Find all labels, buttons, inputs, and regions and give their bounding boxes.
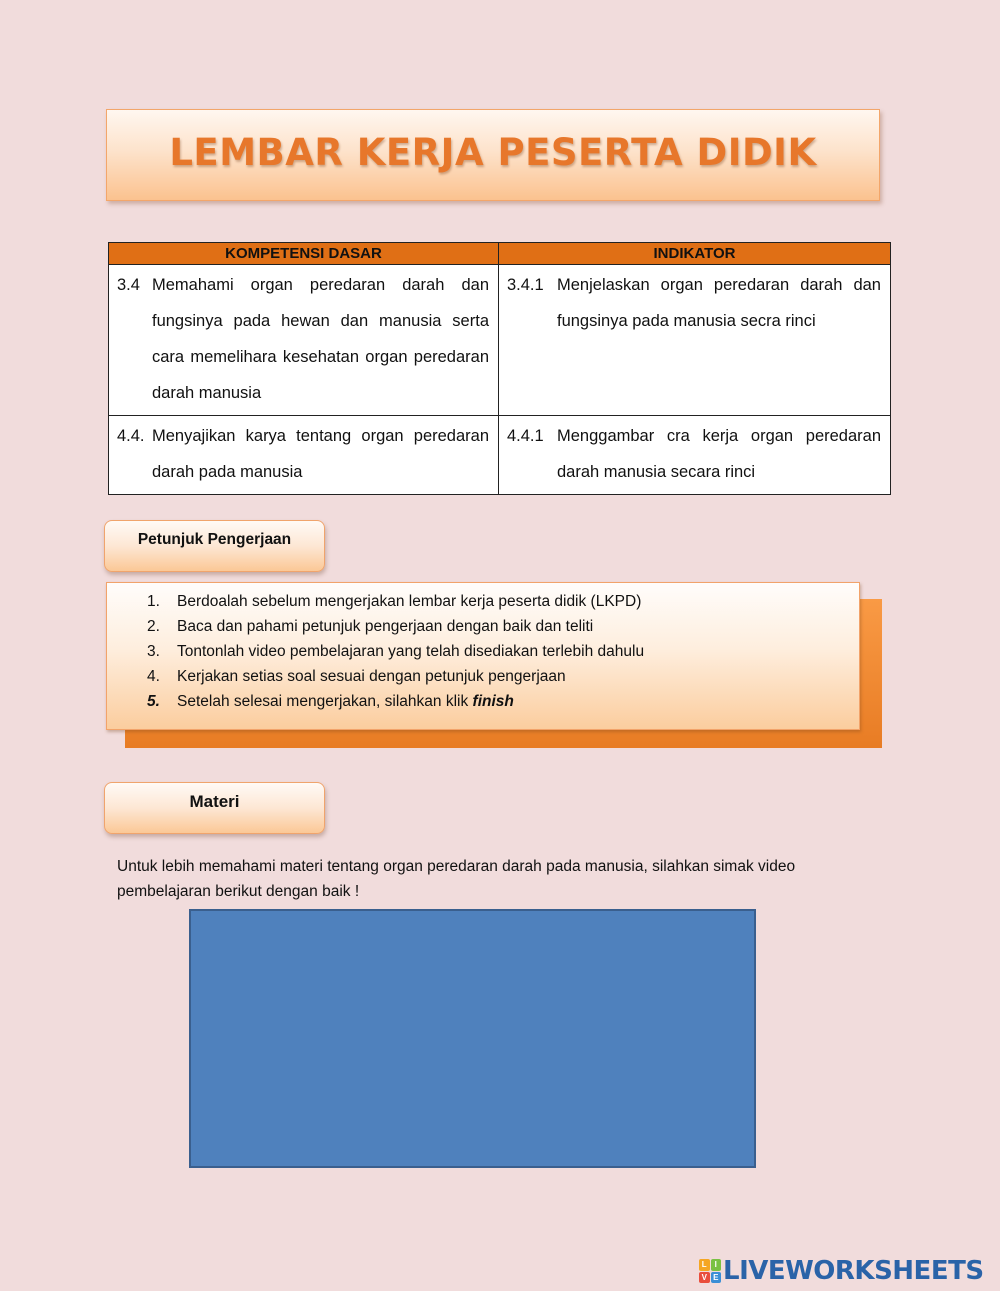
video-player[interactable] bbox=[189, 909, 756, 1168]
instructions-tab bbox=[104, 520, 325, 572]
logo-text: LIVEWORKSHEETS bbox=[723, 1256, 984, 1286]
item-text: Berdoalah sebelum mengerjakan lembar kerja peserta didik (LKPD) bbox=[177, 593, 642, 610]
badge-letter: V bbox=[699, 1272, 710, 1284]
item-number: 2. bbox=[147, 618, 160, 635]
materi-tab-label: Materi bbox=[189, 792, 240, 811]
materi-tab bbox=[104, 782, 325, 834]
item-text: Baca dan pahami petunjuk pengerjaan dengan baik dan teliti bbox=[177, 618, 594, 635]
indicator-text: Menggambar cra kerja organ peredaran darah manusia secara rinci bbox=[557, 427, 881, 481]
item-number: 4. bbox=[147, 668, 160, 685]
materi-description: Untuk lebih memahami materi tentang organ peredaran darah pada manusia, silahkan simak video pembelajaran berikut dengan baik ! bbox=[117, 858, 796, 900]
page-title: LEMBAR KERJA PESERTA DIDIK bbox=[169, 130, 817, 174]
item-text-main: Setelah selesai mengerjakan, silahkan klik bbox=[177, 693, 473, 710]
item-text: Kerjakan setias soal sesuai dengan petunjuk pengerjaan bbox=[177, 668, 566, 685]
kd-cell bbox=[109, 265, 499, 416]
header-kompetensi-dasar: KOMPETENSI DASAR bbox=[109, 243, 499, 265]
header-indikator: INDIKATOR bbox=[499, 243, 891, 265]
table-row bbox=[109, 416, 891, 495]
kd-number: 3.4 bbox=[117, 276, 140, 294]
indicator-cell bbox=[499, 416, 891, 495]
table-header-row bbox=[109, 243, 891, 265]
list-item bbox=[147, 689, 859, 714]
badge-letter: E bbox=[711, 1272, 722, 1284]
kd-text: Menyajikan karya tentang organ peredaran darah pada manusia bbox=[152, 427, 489, 481]
indicator-number: 4.4.1 bbox=[507, 427, 544, 445]
kd-number: 4.4. bbox=[117, 427, 145, 445]
item-number: 1. bbox=[147, 593, 160, 610]
kd-text: Memahami organ peredaran darah dan fungsinya pada hewan dan manusia serta cara memelihara kesehatan organ peredaran darah manusia bbox=[152, 276, 489, 402]
kd-cell bbox=[109, 416, 499, 495]
item-number: 5. bbox=[147, 693, 160, 710]
list-item bbox=[147, 639, 859, 664]
badge-letter: I bbox=[711, 1259, 722, 1271]
indicator-cell bbox=[499, 265, 891, 416]
indicator-number: 3.4.1 bbox=[507, 276, 544, 294]
instructions-tab-label: Petunjuk Pengerjaan bbox=[137, 531, 292, 548]
instructions-list bbox=[107, 583, 859, 714]
finish-keyword: finish bbox=[472, 693, 514, 710]
badge-letter: L bbox=[699, 1259, 710, 1271]
competency-table bbox=[108, 242, 891, 495]
logo-badge-icon bbox=[699, 1259, 721, 1283]
title-banner bbox=[106, 109, 880, 201]
item-text: Tontonlah video pembelajaran yang telah disediakan terlebih dahulu bbox=[177, 643, 645, 660]
liveworksheets-logo bbox=[699, 1256, 984, 1286]
table-row bbox=[109, 265, 891, 416]
instructions-box bbox=[106, 582, 860, 730]
list-item bbox=[147, 589, 859, 614]
item-number: 3. bbox=[147, 643, 160, 660]
list-item bbox=[147, 614, 859, 639]
list-item bbox=[147, 664, 859, 689]
item-text bbox=[177, 689, 514, 714]
indicator-text: Menjelaskan organ peredaran darah dan fungsinya pada manusia secra rinci bbox=[557, 276, 881, 330]
